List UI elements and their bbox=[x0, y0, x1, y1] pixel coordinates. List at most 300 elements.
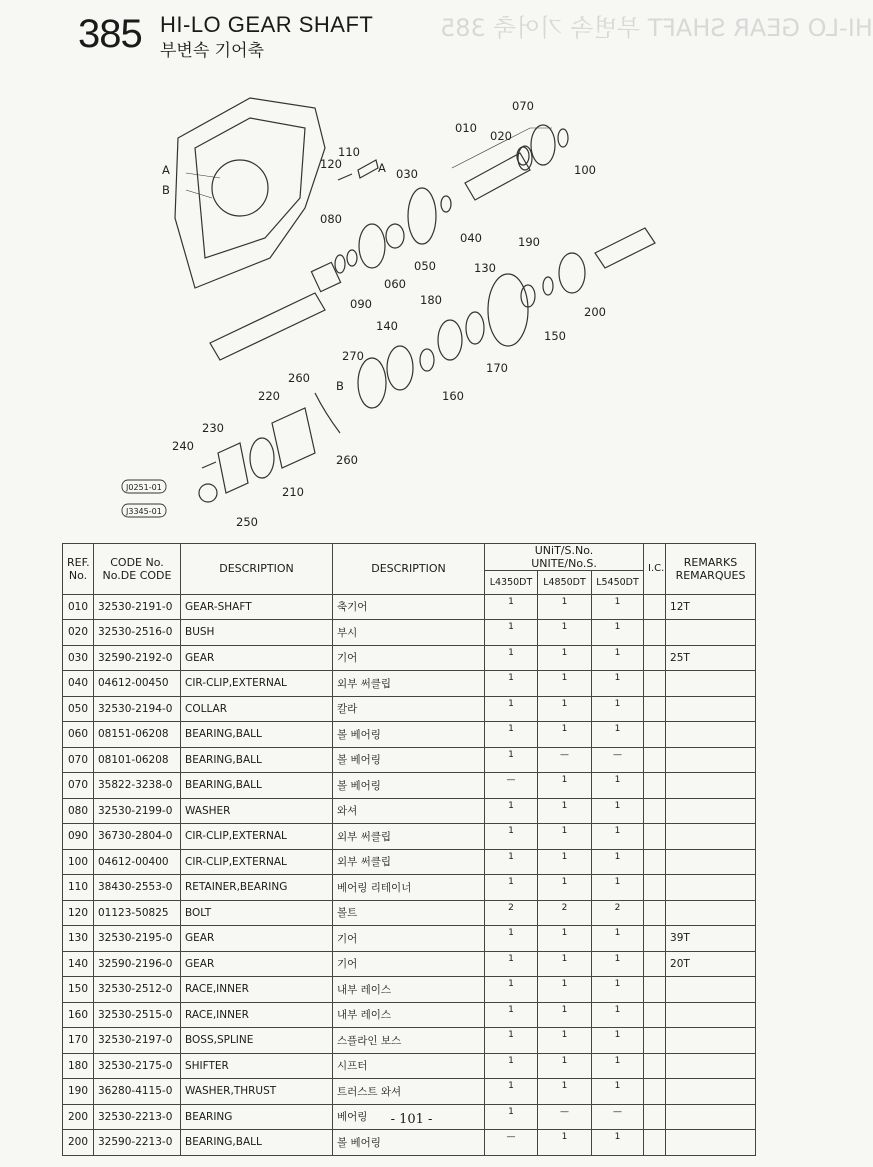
cell-qty: — bbox=[592, 1104, 644, 1130]
cell-ic bbox=[644, 824, 666, 850]
cell-description-ko: 외부 써클립 bbox=[333, 671, 485, 697]
page-title: HI-LO GEAR SHAFT bbox=[160, 12, 374, 37]
callout-label: 090 bbox=[350, 297, 372, 311]
callout-label: 190 bbox=[518, 235, 540, 249]
cell-qty: — bbox=[485, 1130, 538, 1156]
cell-ref: 070 bbox=[63, 773, 94, 799]
collar-050 bbox=[386, 224, 404, 248]
gear-030 bbox=[408, 188, 436, 244]
exploded-parts-diagram bbox=[100, 88, 660, 538]
callout-label: A bbox=[162, 163, 170, 177]
gear-shaft-010 bbox=[465, 153, 530, 200]
cell-remarks bbox=[666, 1028, 756, 1054]
cell-code: 04612-00400 bbox=[94, 849, 181, 875]
cell-description-en: WASHER bbox=[181, 798, 333, 824]
cell-description-en: CIR-CLIP,EXTERNAL bbox=[181, 671, 333, 697]
cell-ref: 040 bbox=[63, 671, 94, 697]
clip-090 bbox=[335, 255, 345, 273]
cell-ref: 050 bbox=[63, 696, 94, 722]
header-model: L5450DT bbox=[592, 571, 644, 595]
header-ref: REF. No. bbox=[63, 544, 94, 595]
table-row bbox=[63, 696, 756, 722]
cell-qty: 1 bbox=[538, 875, 592, 901]
cell-qty: — bbox=[592, 747, 644, 773]
cell-qty: 1 bbox=[592, 645, 644, 671]
callout-label: 130 bbox=[474, 261, 496, 275]
cell-description-en: BUSH bbox=[181, 620, 333, 646]
bearing-070 bbox=[531, 125, 555, 165]
clip-040 bbox=[441, 196, 451, 212]
cell-code: 08101-06208 bbox=[94, 747, 181, 773]
callout-label: B bbox=[162, 183, 170, 197]
cell-qty: 1 bbox=[485, 696, 538, 722]
callout-label: 180 bbox=[420, 293, 442, 307]
cell-qty: 1 bbox=[538, 645, 592, 671]
cell-code: 32530-2213-0 bbox=[94, 1104, 181, 1130]
cell-code: 36730-2804-0 bbox=[94, 824, 181, 850]
cell-description-en: BEARING,BALL bbox=[181, 747, 333, 773]
cell-description-en: BEARING,BALL bbox=[181, 773, 333, 799]
cell-description-ko: 스플라인 보스 bbox=[333, 1028, 485, 1054]
cell-ref: 020 bbox=[63, 620, 94, 646]
cell-qty: 1 bbox=[592, 875, 644, 901]
cell-ic bbox=[644, 875, 666, 901]
cell-qty: 1 bbox=[592, 773, 644, 799]
cell-qty: — bbox=[538, 747, 592, 773]
cell-description-ko: 볼 베어링 bbox=[333, 773, 485, 799]
bush-020 bbox=[517, 147, 529, 165]
table-row bbox=[63, 594, 756, 620]
header-remarks: REMARKS REMARQUES bbox=[666, 544, 756, 595]
bearing-200 bbox=[559, 253, 585, 293]
cell-ic bbox=[644, 645, 666, 671]
callout-label: 030 bbox=[396, 167, 418, 181]
cell-ic bbox=[644, 926, 666, 952]
diagram-drawing bbox=[175, 98, 655, 502]
cell-ic bbox=[644, 977, 666, 1003]
cell-code: 32530-2512-0 bbox=[94, 977, 181, 1003]
washer-080 bbox=[347, 250, 357, 266]
cell-qty: 1 bbox=[485, 1028, 538, 1054]
cell-qty: 1 bbox=[538, 1002, 592, 1028]
cell-code: 32590-2196-0 bbox=[94, 951, 181, 977]
cell-qty: 1 bbox=[485, 824, 538, 850]
header-unit: UNiT/S.No. UNITE/No.S. bbox=[485, 544, 644, 571]
cell-qty: 1 bbox=[592, 977, 644, 1003]
nut-250 bbox=[199, 484, 217, 502]
cell-code: 32530-2195-0 bbox=[94, 926, 181, 952]
cell-ref: 060 bbox=[63, 722, 94, 748]
cell-code: 32530-2199-0 bbox=[94, 798, 181, 824]
cell-description-en: BOLT bbox=[181, 900, 333, 926]
cell-qty: — bbox=[538, 1104, 592, 1130]
callout-label: 080 bbox=[320, 212, 342, 226]
cell-qty: 1 bbox=[592, 951, 644, 977]
retainer-220 bbox=[272, 408, 315, 468]
cell-description-ko: 볼 베어링 bbox=[333, 722, 485, 748]
cell-description-en: GEAR-SHAFT bbox=[181, 594, 333, 620]
cell-ref: 170 bbox=[63, 1028, 94, 1054]
cell-qty: 1 bbox=[538, 798, 592, 824]
cell-qty: 1 bbox=[592, 594, 644, 620]
callout-label: 120 bbox=[320, 157, 342, 171]
header-model: L4350DT bbox=[485, 571, 538, 595]
cell-ic bbox=[644, 951, 666, 977]
header-code: CODE No. No.DE CODE bbox=[94, 544, 181, 595]
washer-190 bbox=[543, 277, 553, 295]
cell-ref: 010 bbox=[63, 594, 94, 620]
cell-description-en: RETAINER,BEARING bbox=[181, 875, 333, 901]
cell-ref: 070 bbox=[63, 747, 94, 773]
table-body bbox=[63, 594, 756, 1155]
cell-code: 08151-06208 bbox=[94, 722, 181, 748]
table-row bbox=[63, 849, 756, 875]
cell-qty: 1 bbox=[592, 1130, 644, 1156]
cell-description-ko: 축기어 bbox=[333, 594, 485, 620]
cell-qty: 1 bbox=[592, 798, 644, 824]
cell-description-ko: 와셔 bbox=[333, 798, 485, 824]
cell-description-ko: 볼 베어링 bbox=[333, 1130, 485, 1156]
cell-qty: 1 bbox=[592, 1028, 644, 1054]
callout-label: 230 bbox=[202, 421, 224, 435]
callout-label: 010 bbox=[455, 121, 477, 135]
cell-description-en: CIR-CLIP,EXTERNAL bbox=[181, 849, 333, 875]
cell-description-en: GEAR bbox=[181, 645, 333, 671]
cell-qty: 2 bbox=[592, 900, 644, 926]
callout-label: 200 bbox=[584, 305, 606, 319]
cell-remarks bbox=[666, 824, 756, 850]
cell-description-ko: 베어링 리테이너 bbox=[333, 875, 485, 901]
header-model: L4850DT bbox=[538, 571, 592, 595]
cell-ref: 120 bbox=[63, 900, 94, 926]
code-badge-text: J0251-01 bbox=[126, 483, 162, 492]
page-footer: - 101 - bbox=[390, 1112, 433, 1127]
table-row bbox=[63, 951, 756, 977]
cell-ic bbox=[644, 696, 666, 722]
cell-qty: 1 bbox=[538, 824, 592, 850]
callout-label: 150 bbox=[544, 329, 566, 343]
table-row bbox=[63, 900, 756, 926]
cell-qty: 1 bbox=[592, 926, 644, 952]
cell-remarks bbox=[666, 1130, 756, 1156]
callout-label: 140 bbox=[376, 319, 398, 333]
cell-qty: 1 bbox=[485, 722, 538, 748]
cell-qty: 1 bbox=[538, 1053, 592, 1079]
cell-remarks bbox=[666, 1079, 756, 1105]
cell-ic bbox=[644, 594, 666, 620]
clip-100 bbox=[558, 129, 568, 147]
plate-230 bbox=[218, 443, 248, 493]
cell-remarks: 39T bbox=[666, 926, 756, 952]
page-number: 385 bbox=[78, 12, 142, 56]
cell-qty: 1 bbox=[485, 1053, 538, 1079]
cell-qty: 1 bbox=[538, 1028, 592, 1054]
cell-ic bbox=[644, 773, 666, 799]
code-badge-text: J3345-01 bbox=[126, 507, 162, 516]
table-row bbox=[63, 747, 756, 773]
cell-qty: 1 bbox=[485, 798, 538, 824]
cell-ic bbox=[644, 1130, 666, 1156]
gear-130 bbox=[488, 274, 528, 346]
table-row bbox=[63, 1130, 756, 1156]
cell-qty: 1 bbox=[485, 951, 538, 977]
cell-remarks: 20T bbox=[666, 951, 756, 977]
header-ic: I.C. bbox=[644, 544, 666, 595]
cell-code: 35822-3238-0 bbox=[94, 773, 181, 799]
cell-description-en: CIR-CLIP,EXTERNAL bbox=[181, 824, 333, 850]
callout-label: 260 bbox=[288, 371, 310, 385]
cell-description-ko: 기어 bbox=[333, 926, 485, 952]
callout-label: 050 bbox=[414, 259, 436, 273]
callout-label: 240 bbox=[172, 439, 194, 453]
cell-qty: 2 bbox=[485, 900, 538, 926]
cell-description-en: BOSS,SPLINE bbox=[181, 1028, 333, 1054]
header-description-en: DESCRIPTION bbox=[181, 544, 333, 595]
cell-qty: 1 bbox=[592, 849, 644, 875]
callout-label: 060 bbox=[384, 277, 406, 291]
cell-qty: 1 bbox=[538, 671, 592, 697]
cell-description-ko: 칼라 bbox=[333, 696, 485, 722]
bolt-240 bbox=[202, 462, 216, 468]
cell-ref: 180 bbox=[63, 1053, 94, 1079]
table-header-row bbox=[63, 544, 756, 571]
cell-qty: 1 bbox=[538, 926, 592, 952]
cell-qty: 1 bbox=[538, 620, 592, 646]
cell-description-en: SHIFTER bbox=[181, 1053, 333, 1079]
cell-ic bbox=[644, 747, 666, 773]
page-title-korean: 부변속 기어축 bbox=[160, 41, 264, 61]
cell-code: 32530-2515-0 bbox=[94, 1002, 181, 1028]
cell-qty: 1 bbox=[592, 1002, 644, 1028]
cell-remarks: 12T bbox=[666, 594, 756, 620]
cell-code: 32590-2213-0 bbox=[94, 1130, 181, 1156]
cell-description-en: BEARING,BALL bbox=[181, 1130, 333, 1156]
callout-label: 270 bbox=[342, 349, 364, 363]
callout-label: 160 bbox=[442, 389, 464, 403]
output-shaft bbox=[210, 293, 325, 360]
bleed-through-text: HI-LO GEAR SHAFT 부변속 기어축 385 bbox=[440, 14, 873, 42]
cell-qty: 1 bbox=[485, 1079, 538, 1105]
retainer-110 bbox=[358, 160, 378, 178]
cell-description-ko: 기어 bbox=[333, 645, 485, 671]
bolt-120 bbox=[338, 174, 352, 180]
bearing-060 bbox=[359, 224, 385, 268]
cell-qty: 1 bbox=[592, 722, 644, 748]
cell-remarks bbox=[666, 1053, 756, 1079]
table-row bbox=[63, 926, 756, 952]
table-row bbox=[63, 671, 756, 697]
callout-label: 220 bbox=[258, 389, 280, 403]
cell-description-ko: 부시 bbox=[333, 620, 485, 646]
cell-ic bbox=[644, 798, 666, 824]
cell-remarks bbox=[666, 696, 756, 722]
transmission-housing bbox=[175, 98, 325, 288]
cell-description-en: GEAR bbox=[181, 951, 333, 977]
cell-qty: 1 bbox=[485, 1104, 538, 1130]
cell-remarks bbox=[666, 773, 756, 799]
cell-ref: 100 bbox=[63, 849, 94, 875]
cell-description-ko: 기어 bbox=[333, 951, 485, 977]
cell-remarks bbox=[666, 875, 756, 901]
cell-ref: 030 bbox=[63, 645, 94, 671]
cell-ic bbox=[644, 722, 666, 748]
cell-description-ko: 볼 베어링 bbox=[333, 747, 485, 773]
cell-description-en: GEAR bbox=[181, 926, 333, 952]
cell-remarks bbox=[666, 722, 756, 748]
cell-description-en: COLLAR bbox=[181, 696, 333, 722]
spline-shaft bbox=[595, 228, 655, 268]
cell-ic bbox=[644, 900, 666, 926]
callout-label: 170 bbox=[486, 361, 508, 375]
callout-label: 110 bbox=[338, 145, 360, 159]
table-row bbox=[63, 1002, 756, 1028]
table-row bbox=[63, 1053, 756, 1079]
cell-qty: 1 bbox=[538, 722, 592, 748]
parts-table bbox=[62, 543, 756, 1156]
cell-ic bbox=[644, 1053, 666, 1079]
cell-qty: 1 bbox=[485, 620, 538, 646]
table-row bbox=[63, 773, 756, 799]
table-row bbox=[63, 1079, 756, 1105]
cell-qty: 1 bbox=[485, 747, 538, 773]
callout-label: 040 bbox=[460, 231, 482, 245]
cell-code: 32530-2197-0 bbox=[94, 1028, 181, 1054]
gear-140 bbox=[387, 346, 413, 390]
cell-remarks bbox=[666, 747, 756, 773]
cell-description-ko: 베어링 bbox=[333, 1104, 485, 1130]
table-row bbox=[63, 798, 756, 824]
cell-qty: 1 bbox=[538, 594, 592, 620]
cell-description-en: RACE,INNER bbox=[181, 1002, 333, 1028]
cell-description-ko: 내부 레이스 bbox=[333, 977, 485, 1003]
callout-label: A bbox=[378, 161, 386, 175]
cell-qty: 1 bbox=[592, 1079, 644, 1105]
cell-description-ko: 볼트 bbox=[333, 900, 485, 926]
bearing-210 bbox=[250, 438, 274, 478]
cell-remarks bbox=[666, 849, 756, 875]
cell-ic bbox=[644, 849, 666, 875]
cell-ref: 110 bbox=[63, 875, 94, 901]
cell-ref: 130 bbox=[63, 926, 94, 952]
cell-qty: 1 bbox=[485, 645, 538, 671]
cell-qty: 1 bbox=[485, 594, 538, 620]
cell-ic bbox=[644, 1028, 666, 1054]
cell-description-ko: 외부 써클립 bbox=[333, 849, 485, 875]
cell-qty: 1 bbox=[538, 951, 592, 977]
cell-code: 32590-2192-0 bbox=[94, 645, 181, 671]
cell-qty: 1 bbox=[592, 620, 644, 646]
cell-code: 36280-4115-0 bbox=[94, 1079, 181, 1105]
callout-label: 070 bbox=[512, 99, 534, 113]
cell-code: 32530-2175-0 bbox=[94, 1053, 181, 1079]
cell-qty: 1 bbox=[485, 926, 538, 952]
cell-qty: — bbox=[485, 773, 538, 799]
cell-qty: 1 bbox=[485, 1002, 538, 1028]
cell-ref: 150 bbox=[63, 977, 94, 1003]
cell-code: 32530-2194-0 bbox=[94, 696, 181, 722]
cell-description-en: BEARING,BALL bbox=[181, 722, 333, 748]
callout-label: 260 bbox=[336, 453, 358, 467]
cell-description-en: RACE,INNER bbox=[181, 977, 333, 1003]
cell-ref: 200 bbox=[63, 1130, 94, 1156]
callout-label: 100 bbox=[574, 163, 596, 177]
cell-ref: 190 bbox=[63, 1079, 94, 1105]
fork-260 bbox=[315, 393, 340, 433]
table-row bbox=[63, 645, 756, 671]
cell-ref: 080 bbox=[63, 798, 94, 824]
cell-remarks bbox=[666, 671, 756, 697]
cell-qty: 1 bbox=[538, 849, 592, 875]
shifter-180 bbox=[438, 320, 462, 360]
cell-code: 32530-2191-0 bbox=[94, 594, 181, 620]
cell-remarks bbox=[666, 798, 756, 824]
cell-ref: 090 bbox=[63, 824, 94, 850]
cell-qty: 1 bbox=[538, 696, 592, 722]
table-row bbox=[63, 875, 756, 901]
cell-qty: 1 bbox=[485, 875, 538, 901]
cell-code: 01123-50825 bbox=[94, 900, 181, 926]
callout-label: B bbox=[336, 379, 344, 393]
gear-270 bbox=[358, 358, 386, 408]
cell-ref: 160 bbox=[63, 1002, 94, 1028]
cell-qty: 1 bbox=[538, 1130, 592, 1156]
cell-remarks bbox=[666, 620, 756, 646]
cell-remarks bbox=[666, 1002, 756, 1028]
callout-label: 250 bbox=[236, 515, 258, 529]
cell-description-ko: 시프터 bbox=[333, 1053, 485, 1079]
cell-qty: 1 bbox=[485, 977, 538, 1003]
boss-170 bbox=[466, 312, 484, 344]
callout-label: 210 bbox=[282, 485, 304, 499]
table-row bbox=[63, 977, 756, 1003]
cell-ic bbox=[644, 1002, 666, 1028]
cell-description-ko: 내부 레이스 bbox=[333, 1002, 485, 1028]
cell-qty: 1 bbox=[485, 671, 538, 697]
race-160 bbox=[420, 349, 434, 371]
cell-ic bbox=[644, 620, 666, 646]
header-description-ko: DESCRIPTION bbox=[333, 544, 485, 595]
cell-remarks: 25T bbox=[666, 645, 756, 671]
cell-qty: 2 bbox=[538, 900, 592, 926]
cell-description-en: BEARING bbox=[181, 1104, 333, 1130]
cell-description-ko: 트러스트 와셔 bbox=[333, 1079, 485, 1105]
cell-qty: 1 bbox=[592, 1053, 644, 1079]
cell-remarks bbox=[666, 977, 756, 1003]
cell-qty: 1 bbox=[592, 824, 644, 850]
cell-qty: 1 bbox=[592, 696, 644, 722]
cell-qty: 1 bbox=[538, 977, 592, 1003]
cell-qty: 1 bbox=[485, 849, 538, 875]
cell-ic bbox=[644, 1079, 666, 1105]
cell-description-en: WASHER,THRUST bbox=[181, 1079, 333, 1105]
table-row bbox=[63, 1028, 756, 1054]
cell-qty: 1 bbox=[538, 1079, 592, 1105]
cell-code: 38430-2553-0 bbox=[94, 875, 181, 901]
cell-ref: 200 bbox=[63, 1104, 94, 1130]
cell-remarks bbox=[666, 900, 756, 926]
cell-description-ko: 외부 써클립 bbox=[333, 824, 485, 850]
table-row bbox=[63, 824, 756, 850]
cell-qty: 1 bbox=[592, 671, 644, 697]
cell-ic bbox=[644, 671, 666, 697]
cell-ref: 140 bbox=[63, 951, 94, 977]
cell-qty: 1 bbox=[538, 773, 592, 799]
callout-label: 020 bbox=[490, 129, 512, 143]
table-row bbox=[63, 722, 756, 748]
table-row bbox=[63, 620, 756, 646]
cell-code: 04612-00450 bbox=[94, 671, 181, 697]
cell-code: 32530-2516-0 bbox=[94, 620, 181, 646]
